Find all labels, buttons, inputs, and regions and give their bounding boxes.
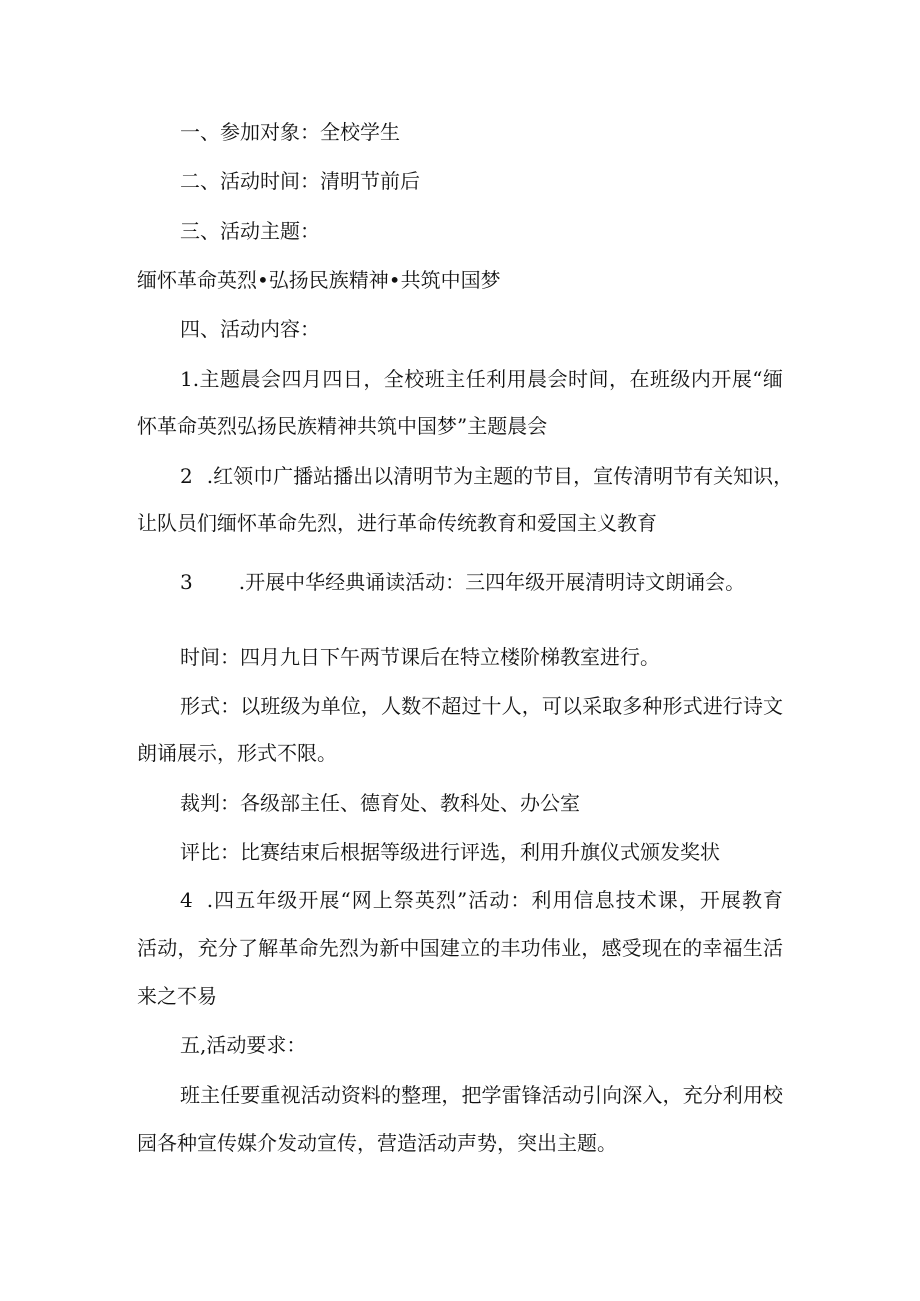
item-1-line-2: 怀革命英烈弘扬民族精神共筑中国梦”主题晨会 xyxy=(137,414,548,438)
item-4-number: 4 xyxy=(180,888,193,912)
item-2-text: .红领巾广播站播出以清明节为主题的节目，宣传清明节有关知识， xyxy=(206,464,794,488)
item-2-line-2: 让队员们缅怀革命先烈，进行革命传统教育和爱国主义教育 xyxy=(137,511,657,535)
requirements-line-2: 园各种宣传媒介发动宣传，营造活动声势，突出主题。 xyxy=(137,1131,617,1155)
item-2-number: 2 xyxy=(180,464,193,488)
evaluation-line: 评比：比赛结束后根据等级进行评选，利用升旗仪式颁发奖状 xyxy=(180,840,720,864)
item-1-line-1: 1.主题晨会四月四日，全校班主任利用晨会时间，在班级内开展“缅 xyxy=(180,367,783,391)
form-line-2: 朗诵展示，形式不限。 xyxy=(137,741,337,765)
time-detail: 时间：四月九日下午两节课后在特立楼阶梯教室进行。 xyxy=(180,645,660,669)
item-3-number: 3 xyxy=(180,570,193,594)
item-4-text: .四五年级开展“网上祭英烈”活动：利用信息技术课，开展教育 xyxy=(206,888,783,912)
form-line-1: 形式：以班级为单位，人数不超过十人，可以采取多种形式进行诗文 xyxy=(180,694,783,718)
item-3-line xyxy=(180,568,745,596)
item-4-line-1 xyxy=(180,886,783,914)
judges-line: 裁判：各级部主任、德育处、教科处、办公室 xyxy=(180,791,580,815)
item-3-text: .开展中华经典诵读活动：三四年级开展清明诗文朗诵会。 xyxy=(238,570,746,594)
section-theme-heading: 三、活动主题： xyxy=(180,219,320,243)
section-requirements-heading: 五,活动要求： xyxy=(180,1033,307,1057)
item-2-line-1 xyxy=(180,462,794,490)
theme-text: 缅怀革命英烈•弘扬民族精神•共筑中国梦 xyxy=(137,268,501,292)
requirements-line-1: 班主任要重视活动资料的整理，把学雷锋活动引向深入，充分利用校 xyxy=(180,1083,783,1107)
item-4-line-3: 来之不易 xyxy=(137,984,217,1008)
section-time: 二、活动时间：清明节前后 xyxy=(180,169,420,193)
section-participants: 一、参加对象：全校学生 xyxy=(180,120,400,144)
item-4-line-2: 活动，充分了解革命先烈为新中国建立的丰功伟业，感受现在的幸福生活 xyxy=(137,936,783,960)
section-content-heading: 四、活动内容： xyxy=(180,317,320,341)
